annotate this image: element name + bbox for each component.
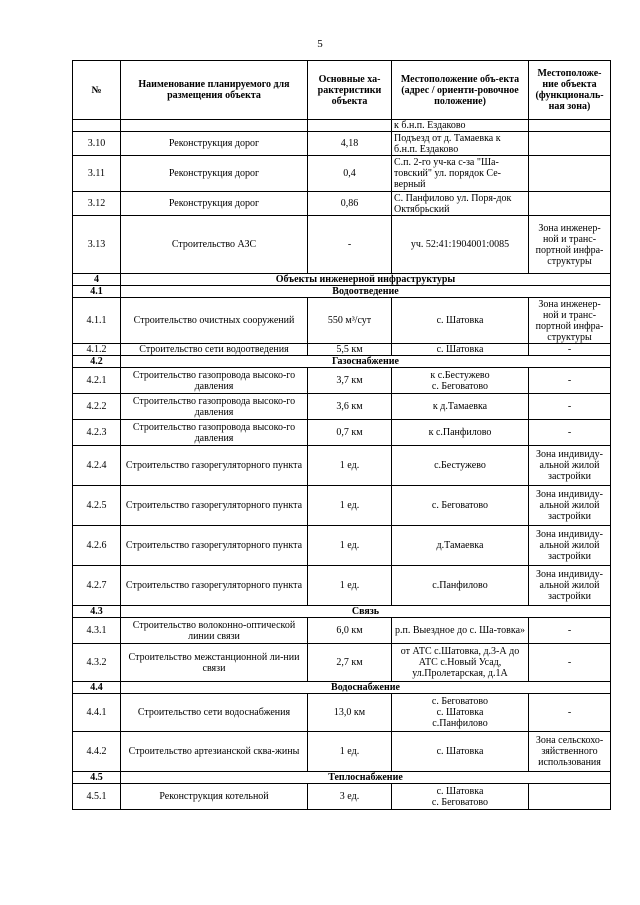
- cell-zone: [529, 784, 611, 810]
- section-title: Объекты инженерной инфраструктуры: [121, 274, 611, 286]
- table-row: [73, 618, 611, 644]
- section-number: 4: [73, 274, 121, 286]
- cell-characteristics: 0,86: [308, 192, 392, 216]
- table-row: [73, 216, 611, 274]
- cell-zone: [529, 132, 611, 156]
- cell-characteristics: 0,4: [308, 156, 392, 192]
- cell-name: Строительство газопровода высоко-го давления: [121, 368, 308, 394]
- cell-characteristics: 1 ед.: [308, 566, 392, 606]
- section-title: Водоотведение: [121, 286, 611, 298]
- cell-zone: Зона индивиду-альной жилой застройки: [529, 486, 611, 526]
- cell-characteristics: 5,5 км: [308, 344, 392, 356]
- table-row: [73, 694, 611, 732]
- cell-characteristics: 2,7 км: [308, 644, 392, 682]
- section-row-4-1: [73, 286, 611, 298]
- cell-name: Строительство волоконно-оптической линии связи: [121, 618, 308, 644]
- table-row: [73, 298, 611, 344]
- cell-name: Строительство АЗС: [121, 216, 308, 274]
- table-row: [73, 344, 611, 356]
- table-row: [73, 156, 611, 192]
- cell-location: с. Шатовка: [392, 298, 529, 344]
- table-row: [73, 394, 611, 420]
- cell-location: к с.Панфилово: [392, 420, 529, 446]
- cell-characteristics: 0,7 км: [308, 420, 392, 446]
- section-number: 4.1: [73, 286, 121, 298]
- cell-name: Строительство артезианской сква-жины: [121, 732, 308, 772]
- cell-characteristics: 550 м³/сут: [308, 298, 392, 344]
- cell-number: 3.12: [73, 192, 121, 216]
- cell-location: с. Беговатово: [392, 486, 529, 526]
- cell-location: к д.Тамаевка: [392, 394, 529, 420]
- cell-number: 3.13: [73, 216, 121, 274]
- section-title: Водоснабжение: [121, 682, 611, 694]
- table-row: [73, 486, 611, 526]
- section-number: 4.5: [73, 772, 121, 784]
- cell-zone: -: [529, 644, 611, 682]
- cell-zone: [529, 156, 611, 192]
- cell-number: 4.2.3: [73, 420, 121, 446]
- cell-number: 4.2.4: [73, 446, 121, 486]
- objects-table: [72, 60, 611, 810]
- cell-name: Строительство газорегуляторного пункта: [121, 486, 308, 526]
- cell-name: Реконструкция дорог: [121, 192, 308, 216]
- table-row: [73, 120, 611, 132]
- cell-number: 4.2.1: [73, 368, 121, 394]
- cell-location: с.Бестужево: [392, 446, 529, 486]
- cell-location: Подъезд от д. Тамаевка к б.н.п. Ездаково: [392, 132, 529, 156]
- cell-characteristics: 4,18: [308, 132, 392, 156]
- cell-number: 4.2.2: [73, 394, 121, 420]
- table-row: [73, 420, 611, 446]
- cell-number: 4.3.1: [73, 618, 121, 644]
- cell-location: С. Панфилово ул. Поря-док Октябрьский: [392, 192, 529, 216]
- cell-characteristics: 3 ед.: [308, 784, 392, 810]
- cell-characteristics: 1 ед.: [308, 486, 392, 526]
- cell-name: Строительство газорегуляторного пункта: [121, 446, 308, 486]
- cell-characteristics: 3,6 км: [308, 394, 392, 420]
- cell-number: 4.2.5: [73, 486, 121, 526]
- section-row-4-5: [73, 772, 611, 784]
- cell-zone: -: [529, 394, 611, 420]
- section-row-4-4: [73, 682, 611, 694]
- cell-name: Строительство межстанционной ли-нии связи: [121, 644, 308, 682]
- cell-name: Строительство сети водоотведения: [121, 344, 308, 356]
- cell-zone: Зона инженер-ной и транс-портной инфра-структуры: [529, 298, 611, 344]
- cell-characteristics: -: [308, 216, 392, 274]
- cell-zone: Зона индивиду-альной жилой застройки: [529, 566, 611, 606]
- cell-location: уч. 52:41:1904001:0085: [392, 216, 529, 274]
- table-row: [73, 132, 611, 156]
- col-number-header: №: [73, 61, 121, 120]
- col-zone-header: Местоположе-ние объекта (функциональ-ная зона): [529, 61, 611, 120]
- cell-zone: -: [529, 344, 611, 356]
- cell-zone: -: [529, 420, 611, 446]
- section-title: Теплоснабжение: [121, 772, 611, 784]
- cell-location: с. Беговатово с. Шатовка с.Панфилово: [392, 694, 529, 732]
- cell-location: р.п. Выездное до с. Ша-товка»: [392, 618, 529, 644]
- cell-location: с.Панфилово: [392, 566, 529, 606]
- cell-location: с. Шатовка: [392, 344, 529, 356]
- cell-characteristics: 1 ед.: [308, 732, 392, 772]
- cell-number: 3.10: [73, 132, 121, 156]
- section-row-4: [73, 274, 611, 286]
- cell-zone: Зона индивиду-альной жилой застройки: [529, 526, 611, 566]
- table-header-row: [73, 61, 611, 120]
- cell-characteristics: 6,0 км: [308, 618, 392, 644]
- table-row: [73, 784, 611, 810]
- cell-location: С.п. 2-го уч-ка с-за "Ша-товский" ул. порядок Се-верный: [392, 156, 529, 192]
- cell-name: Строительство газопровода высоко-го давления: [121, 394, 308, 420]
- cell-characteristics: 3,7 км: [308, 368, 392, 394]
- cell-name: Реконструкция дорог: [121, 132, 308, 156]
- cell-number: 4.1.1: [73, 298, 121, 344]
- cell-location: с. Шатовка с. Беговатово: [392, 784, 529, 810]
- section-number: 4.2: [73, 356, 121, 368]
- cell-location: с. Шатовка: [392, 732, 529, 772]
- cell-number: 4.1.2: [73, 344, 121, 356]
- cell-zone: Зона инженер-ной и транс-портной инфра-структуры: [529, 216, 611, 274]
- cell-zone: Зона сельскохо-зяйственного использования: [529, 732, 611, 772]
- col-name-header: Наименование планируемого для размещения объекта: [121, 61, 308, 120]
- cell-number: 4.4.1: [73, 694, 121, 732]
- table-row: [73, 526, 611, 566]
- cell-number: 3.11: [73, 156, 121, 192]
- cell-characteristics: 13,0 км: [308, 694, 392, 732]
- cell-name: Строительство очистных сооружений: [121, 298, 308, 344]
- cell-location: д.Тамаевка: [392, 526, 529, 566]
- cell-name: Реконструкция дорог: [121, 156, 308, 192]
- table-row: [73, 368, 611, 394]
- cell-number: 4.4.2: [73, 732, 121, 772]
- cell-characteristics: 1 ед.: [308, 526, 392, 566]
- cell-name: Строительство газорегуляторного пункта: [121, 526, 308, 566]
- cell-number: 4.2.7: [73, 566, 121, 606]
- cell-characteristics: 1 ед.: [308, 446, 392, 486]
- table-row: [73, 192, 611, 216]
- table-row: [73, 566, 611, 606]
- cell-zone: -: [529, 618, 611, 644]
- cell-zone: [529, 192, 611, 216]
- cell-name: Строительство газопровода высоко-го давления: [121, 420, 308, 446]
- section-row-4-3: [73, 606, 611, 618]
- col-location-header: Местоположение объ-екта (адрес / ориенти-ровочное положение): [392, 61, 529, 120]
- cell-name: Строительство сети водоснабжения: [121, 694, 308, 732]
- cell-location: от АТС с.Шатовка, д.3-А до АТС с.Новый Усад, ул.Пролетарская, д.1А: [392, 644, 529, 682]
- cell-name: Строительство газорегуляторного пункта: [121, 566, 308, 606]
- cell-zone: -: [529, 368, 611, 394]
- cell-zone: Зона индивиду-альной жилой застройки: [529, 446, 611, 486]
- cell-location: к с.Бестужево с. Беговатово: [392, 368, 529, 394]
- cell-location: к б.н.п. Ездаково: [392, 120, 529, 132]
- table-row: [73, 732, 611, 772]
- cell-zone: -: [529, 694, 611, 732]
- cell-name: Реконструкция котельной: [121, 784, 308, 810]
- table-row: [73, 644, 611, 682]
- section-title: Связь: [121, 606, 611, 618]
- col-characteristics-header: Основные ха-рактеристики объекта: [308, 61, 392, 120]
- section-title: Газоснабжение: [121, 356, 611, 368]
- section-number: 4.3: [73, 606, 121, 618]
- cell-number: 4.5.1: [73, 784, 121, 810]
- section-row-4-2: [73, 356, 611, 368]
- section-number: 4.4: [73, 682, 121, 694]
- page-number: 5: [317, 38, 323, 50]
- cell-number: 4.3.2: [73, 644, 121, 682]
- cell-number: 4.2.6: [73, 526, 121, 566]
- table-row: [73, 446, 611, 486]
